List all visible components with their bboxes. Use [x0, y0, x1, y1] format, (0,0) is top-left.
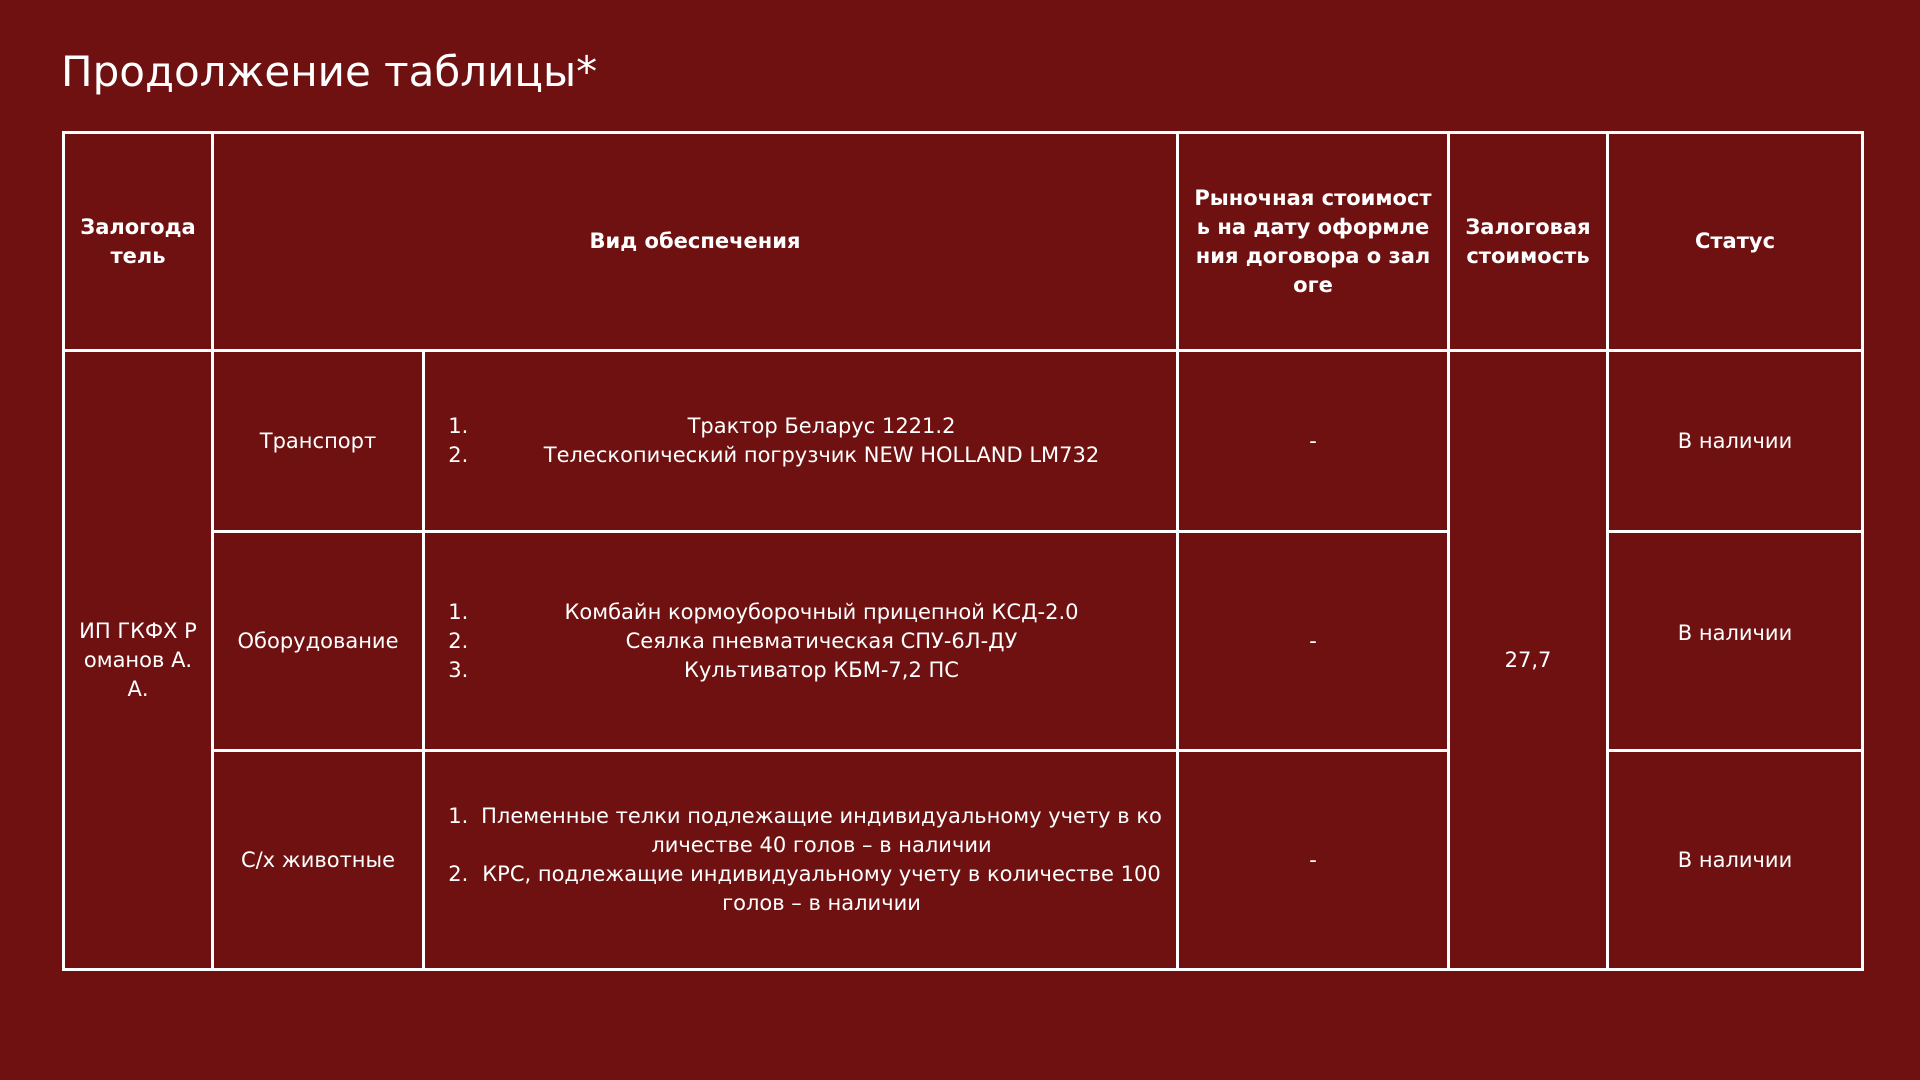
status-cell: В наличии [1608, 751, 1863, 970]
header-status: Статус [1608, 133, 1863, 351]
category-cell: Транспорт [213, 351, 424, 532]
items-cell [424, 532, 1178, 751]
list-item: 3. Культиватор КБМ-7,2 ПС [475, 656, 1164, 685]
market-value-cell: - [1178, 351, 1449, 532]
pledge-table [62, 131, 1864, 971]
header-security-type: Вид обеспечения [213, 133, 1178, 351]
pledge-value-cell: 27,7 [1449, 351, 1608, 970]
items-cell [424, 351, 1178, 532]
items-cell [424, 751, 1178, 970]
table-row [64, 351, 1863, 532]
list-item: 1. Трактор Беларус 1221.2 [475, 412, 1164, 441]
header-pledgor: Залогодатель [64, 133, 213, 351]
page-title: Продолжение таблицы* [61, 47, 598, 96]
list-item: 1. Племенные телки подлежащие индивидуальному учету в количестве 40 голов – в наличии [475, 802, 1164, 860]
category-cell: С/х животные [213, 751, 424, 970]
pledgor-cell: ИП ГКФХ Романов А.А. [64, 351, 213, 970]
items-list [437, 598, 1164, 685]
category-cell: Оборудование [213, 532, 424, 751]
list-item: 2. КРС, подлежащие индивидуальному учету в количестве 100 голов – в наличии [475, 860, 1164, 918]
market-value-cell: - [1178, 751, 1449, 970]
items-list [437, 802, 1164, 918]
header-market-value: Рыночная стоимость на дату оформления договора о залоге [1178, 133, 1449, 351]
list-item: 2. Сеялка пневматическая СПУ-6Л-ДУ [475, 627, 1164, 656]
list-item: 1. Комбайн кормоуборочный прицепной КСД-2.0 [475, 598, 1164, 627]
market-value-cell: - [1178, 532, 1449, 751]
items-list [437, 412, 1164, 470]
status-cell: В наличии [1608, 532, 1863, 751]
list-item: 2. Телескопический погрузчик NEW HOLLAND LM732 [475, 441, 1164, 470]
header-pledge-value: Залоговая стоимость [1449, 133, 1608, 351]
header-row [64, 133, 1863, 351]
status-cell: В наличии [1608, 351, 1863, 532]
